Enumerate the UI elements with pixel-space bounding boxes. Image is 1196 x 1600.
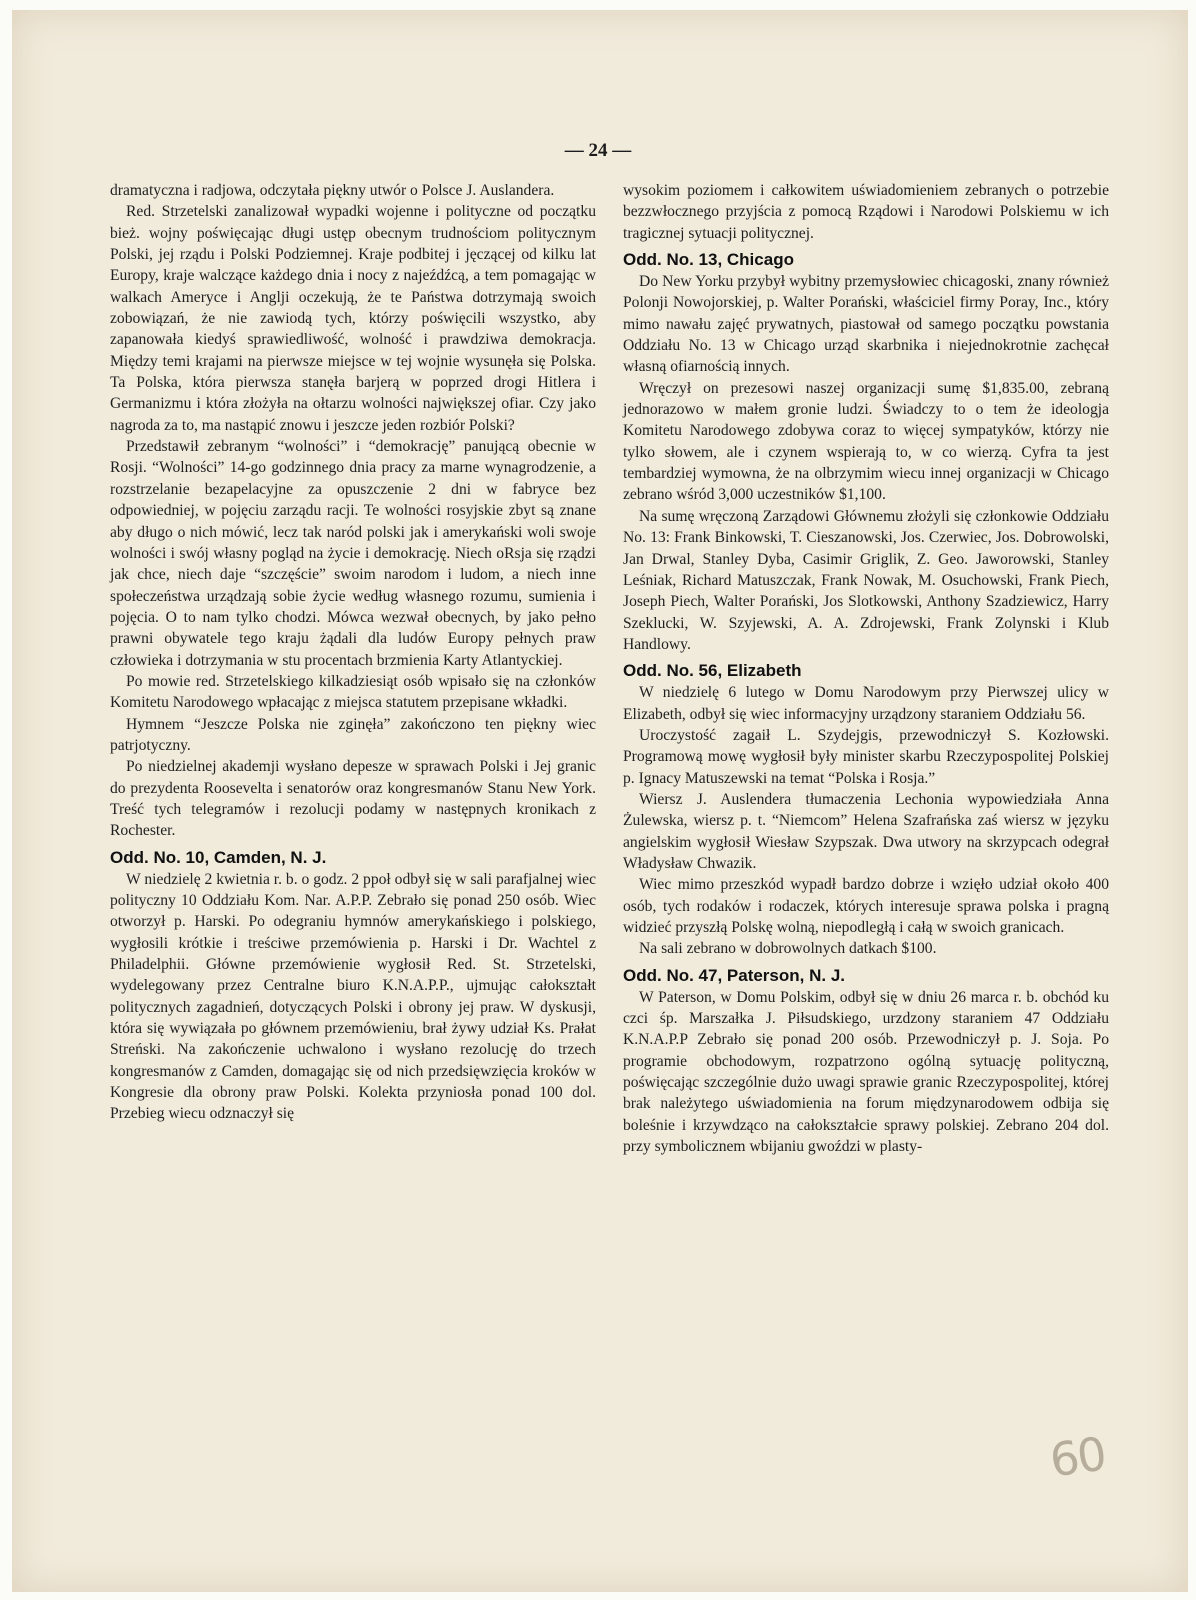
paragraph: wysokim poziomem i całkowitem uświadomieniem zebranych o potrzebie bezzwłocznego przyjścia z pomocą Rządowi i Narodowi Polskiemu w ich tragicznej sytuacji politycznej. bbox=[623, 182, 1109, 242]
section-heading-paterson: Odd. No. 47, Paterson, N. J. bbox=[623, 965, 845, 985]
handwritten-page-annotation: 60 bbox=[1046, 1426, 1109, 1488]
page-number: — 24 — bbox=[564, 140, 632, 161]
paragraph: Uroczystość zagaił L. Szydejgis, przewodniczył S. Kozłowski. Programową mowę wygłosił były minister skarbu Rzeczypospolitej Polskiej p. Ignacy Matuszewski na temat “Polska i Rosja.” bbox=[623, 726, 1109, 787]
paragraph: W niedzielę 6 lutego w Domu Narodowym przy Pierwszej ulicy w Elizabeth, odbył się wiec informacyjny urządzony staraniem Oddziału 56. bbox=[623, 684, 1109, 723]
paragraph: Przedstawił zebranym “wolności” i “demokrację” panującą obecnie w Rosji. “Wolności” 14-go godzinnego dnia pracy za marne wynagrodzenie, a rozstrzelanie bezapelacyjne za opuszczenie 2 dni w fabryce bez odpowiedniej, w pojęciu zarządu racji. Te wolności rosyjskie zbyt są znane aby długo o nich mówić, lecz tak naród polski jak i amerykański woli swoje wolności i swój własny pogląd na życie i demokrację. Niech oRsja się rządzi jak chce, niech daje “szczęście” swoim narodom i ludom, a niech inne społeczeństwa urządzają sobie życie według własnego rozumu, sumienia i pojęcia. O to nam tylko chodzi. Mówca wezwał obecnych, by jako pełno prawni obywatele tego kraju żądali dla ludów Europy pełnych praw człowieka i dotrzymania w stu procentach brzmienia Karty Atlantyckiej. bbox=[110, 438, 596, 669]
section-heading-chicago: Odd. No. 13, Chicago bbox=[623, 250, 794, 270]
paragraph: Wiec mimo przeszkód wypadł bardzo dobrze i wzięło udział około 400 osób, tych rodaków i rodaczek, których interesuje sprawa polska i pragną widzieć przyszłą Polskę wolną, niepodległą i całą w swoich granicach. bbox=[623, 876, 1109, 936]
paragraph: W niedzielę 2 kwietnia r. b. o godz. 2 ppoł odbył się w sali parafjalnej wiec polityczny 10 Oddziału Kom. Nar. A.P.P. Zebrało się ponad 250 osób. Wiec otworzył p. Harski. Po odegraniu hymnów amerykańskiego i polskiego, wygłosili krótkie i treściwe przemówienia p. Harski i Dr. Wachtel z Philadelphii. Główne przemówienie wygłosił Red. St. Strzetelski, wydelegowany przez Centralne biuro K.N.A.P.P., ujmując całokształt politycznych zagadnień, dotyczących Polski i obrony jej praw. W dyskusji, która się wywiązała po głównem przemówieniu, brał żywy udział Ks. Prałat Streński. Na zakończenie uchwalono i wysłano rezolucję do trzech kongresmanów z Camden, domagając się od nich przedsięwzięcia kroków w Kongresie dla obrony praw Polski. Kolekta przyniosła ponad 100 dol. Przebieg wiecu odznaczył się bbox=[110, 870, 596, 1123]
paragraph: Po niedzielnej akademji wysłano depesze w sprawach Polski i Jej granic do prezydenta Roosevelta i senatorów oraz kongresmanów Stanu New York. Treść tych telegramów i rezolucji podamy w następnych kronikach z Rochester. bbox=[110, 758, 596, 840]
right-column bbox=[623, 180, 1109, 1157]
section-heading-camden: Odd. No. 10, Camden, N. J. bbox=[110, 847, 327, 867]
paragraph: W Paterson, w Domu Polskim, odbył się w dniu 26 marca r. b. obchód ku czci śp. Marszałka J. Piłsudskiego, urzdzony staraniem 47 Oddziału K.N.A.P.P Zebrało się ponad 200 osób. Przewodniczył p. J. Soja. Po programie obchodowym, rozpatrzono ogólną sytuację polityczną, poświęcając szczególnie dużo uwagi sprawie granic Rzeczypospolitej, której brak należytego uświadomienia na forum międzynarodowem odbija się boleśnie i krzywdząco na całokształcie sprawy polskiej. Zebrano 204 dol. przy symbolicznem wbijaniu gwoździ w plasty- bbox=[623, 988, 1109, 1156]
section-heading-elizabeth: Odd. No. 56, Elizabeth bbox=[623, 661, 802, 681]
paragraph: Wiersz J. Auslendera tłumaczenia Lechonia wypowiedziała Anna Żulewska, wiersz p. t. “Niemcom” Helena Szafrańska zaś wiersz w języku angielskim wygłosił Wiesław Szypszak. Dwa utwory na skrzypcach odegrał Władysław Chwazik. bbox=[623, 790, 1109, 872]
left-column bbox=[110, 180, 596, 1125]
paragraph: Po mowie red. Strzetelskiego kilkadziesiąt osób wpisało się na członków Komitetu Narodowego wpłacając z miejsca statutem przepisane wkładki. bbox=[110, 672, 596, 712]
paragraph: Do New Yorku przybył wybitny przemysłowiec chicagoski, znany również Polonji Nowojorskiej, p. Walter Porański, właściciel firmy Poray, Inc., który mimo nawału zajęć prywatnych, piastował od samego początku powstania Oddziału No. 13 w Chicago urząd skarbnika i niejednokrotnie zachęcał własną ofiarnością innych. bbox=[623, 273, 1109, 376]
paragraph: dramatyczna i radjowa, odczytała piękny utwór o Polsce J. Auslandera. bbox=[110, 182, 555, 199]
paragraph: Hymnem “Jeszcze Polska nie zginęła” zakończono ten piękny wiec patrjotyczny. bbox=[110, 715, 596, 754]
paragraph: Na sali zebrano w dobrowolnych datkach $100. bbox=[639, 940, 937, 958]
paragraph: Na sumę wręczoną Zarządowi Głównemu złożyli się członkowie Oddziału No. 13: Frank Binkowski, T. Cieszanowski, Jos. Czerwiec, Jos. Dobrowolski, Jan Drwal, Stanley Dyba, Casimir Griglik, Z. Geo. Jaworowski, Stanley Leśniak, Richard Matuszczak, Frank Nowak, M. Osuchowski, Frank Piech, Joseph Piech, Walter Porański, Jos Slotkowski, Anthony Szadziewicz, Harry Szeklucki, W. Szyjewski, A. A. Zdrojewski, Frank Zolynski i Klub Handlowy. bbox=[623, 507, 1109, 653]
paragraph: Wręczył on prezesowi naszej organizacji sumę $1,835.00, zebraną jednorazowo w małem gronie ludzi. Świadczy to o tem że ideologja Komitetu Narodowego zdobywa coraz to więcej sympatyków, którzy nie tylko słowem, ale i czynem wspierają to, w co wierzą. Cyfra ta jest tembardziej wymowna, że na olbrzymim wiecu innej organizacji w Chicago zebrano wśród 3,000 uczestników $1,100. bbox=[623, 379, 1109, 504]
paragraph: Red. Strzetelski zanalizował wypadki wojenne i polityczne od początku bież. wojny poświęcając długi ustęp obecnym trudnościom politycznym Polski, jej rządu i Polski Podziemnej. Kraje podbitej i jęczącej od kilku lat Europy, kraje walczące każdego dnia i nocy z najeźdźcą, a tem pomagając w walkach Ameryce i Anglji oczekują, że te Państwa dotrzymają swoich zobowiązań, że nie zawiodą tych, którzy poświęcili wszystko, aby zapanowała kiedyś sprawiedliwość, wolność i prawdziwa demokracja. Między temi krajami na pierwsze miejsce w tej wojnie wysunęła się Polska. Ta Polska, która pierwsza stanęła barjerą w poprzed drogi Hitlera i Germanizmu i która złożyła na ołtarzu wolności największej ofiar. Czy jako nagroda za to, ma nastąpić znowu i jeszcze jeden rozbiór Polski? bbox=[110, 203, 596, 434]
